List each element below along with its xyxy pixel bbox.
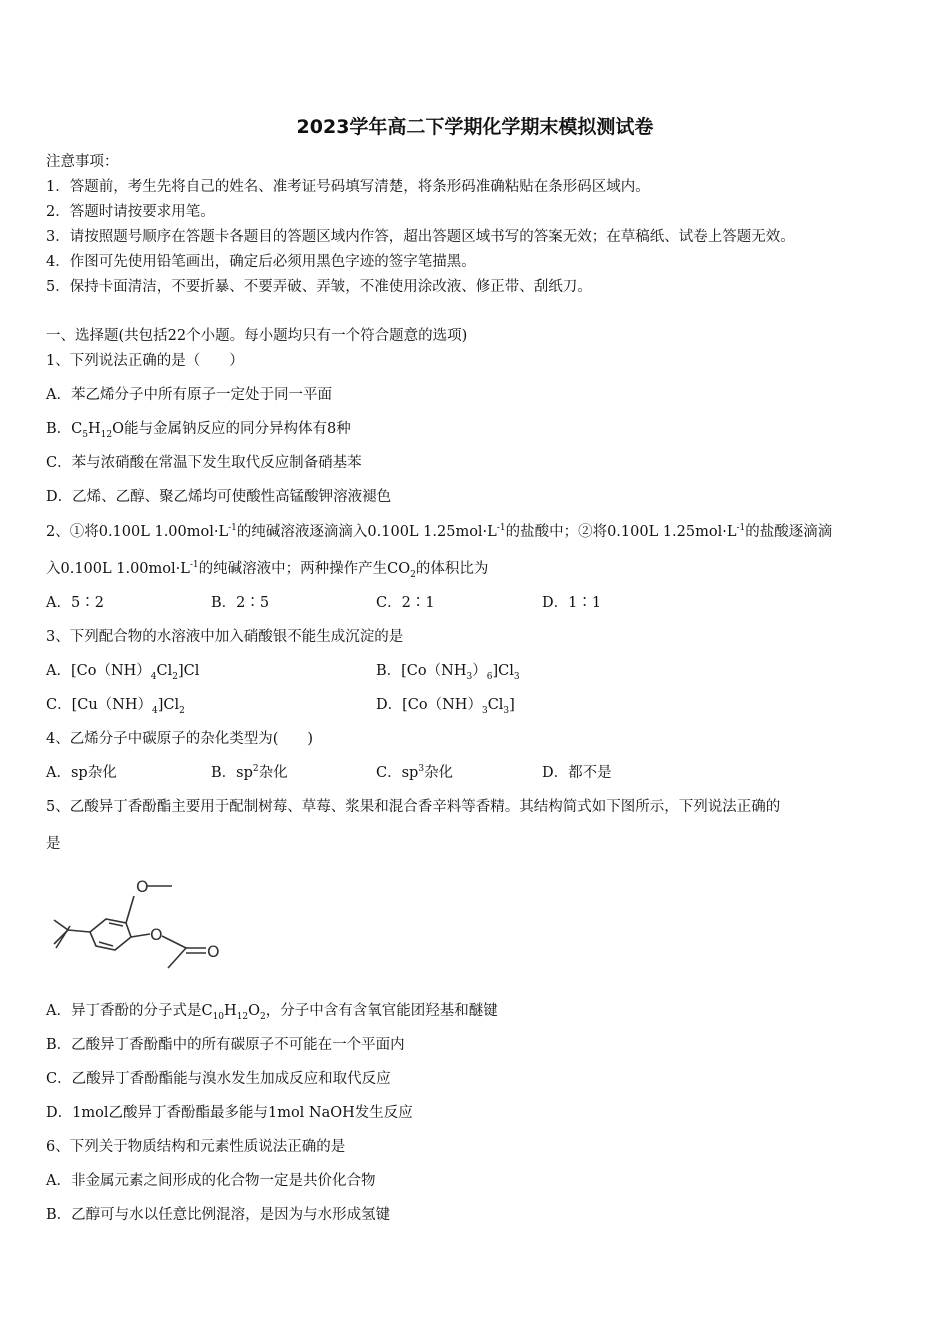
q3-a-sub: 4	[150, 671, 157, 682]
bond	[68, 930, 90, 932]
oxygen-label: O	[136, 877, 149, 896]
notice-item-4: 4．作图可先使用铅笔画出，确定后必须用黑色字迹的签字笔描黑。	[46, 254, 476, 270]
q2-sup: -1	[496, 523, 506, 534]
q1-stem: 1、下列说法正确的是（ ）	[46, 353, 244, 369]
q2-option-a: A．5∶2	[46, 595, 104, 611]
bond	[131, 934, 150, 937]
oxygen-label: O	[150, 925, 163, 944]
q2-text: 的纯碱溶液逐滴滴入0.100L 1.25mol·L	[236, 524, 497, 540]
q3-d-text: Cl	[487, 697, 504, 713]
q2-text: 的纯碱溶液中；两种操作产生CO	[198, 561, 411, 577]
bond	[162, 936, 186, 948]
q3-b-sub: 6	[486, 671, 493, 682]
q5-a-text: A．异丁香酚的分子式是C	[46, 1003, 213, 1019]
structure-formula	[46, 872, 236, 977]
q2-sup: -1	[736, 523, 746, 534]
q3-a-text: ]Cl	[178, 663, 200, 679]
q1-option-a: A．苯乙烯分子中所有原子一定处于同一平面	[46, 387, 332, 403]
q3-a-text: ）	[136, 663, 151, 679]
q1-option-c: C．苯与浓硝酸在常温下发生取代反应制备硝基苯	[46, 455, 362, 471]
q4-option-a: A．sp杂化	[46, 765, 117, 781]
q3-c-sub: 4	[152, 705, 158, 716]
bond	[99, 942, 113, 946]
q4-b-sup: 2	[252, 764, 259, 775]
notice-item-2: 2．答题时请按要求用笔。	[46, 204, 215, 220]
bond	[109, 923, 123, 926]
q4-b-text: B．sp	[211, 765, 253, 781]
q5-a-text: H	[224, 1003, 237, 1019]
q3-d-sub: 3	[503, 705, 510, 716]
q5-option-a	[46, 1001, 498, 1021]
q3-b-text: ）	[472, 663, 487, 679]
q5-a-text: O	[248, 1003, 261, 1019]
q2-option-c: C．2∶1	[376, 595, 435, 611]
q5-stem-line1: 5、乙酸异丁香酚酯主要用于配制树莓、草莓、浆果和混合香辛料等香精。其结构简式如下图所示，下列说法正确的	[46, 799, 781, 815]
q2-text: 的盐酸逐滴滴	[745, 524, 833, 540]
bond	[56, 926, 70, 948]
q2-text: 入0.100L 1.00mol·L	[46, 561, 190, 577]
q1-b-text: B．C	[46, 421, 83, 437]
q1-b-text: O能与金属钠反应的同分异构体有8种	[112, 421, 351, 437]
q4-option-b	[211, 763, 288, 783]
q3-a-text: A．[Co（NH	[46, 663, 137, 679]
q2-sup: -1	[189, 560, 199, 571]
q3-option-a	[46, 661, 199, 681]
q3-option-b	[376, 661, 520, 681]
q5-option-c: C．乙酸异丁香酚酯能与溴水发生加成反应和取代反应	[46, 1071, 391, 1087]
q2-stem-line1	[46, 522, 832, 542]
q4-stem: 4、乙烯分子中碳原子的杂化类型为( )	[46, 731, 314, 747]
q5-a-sub: 10	[212, 1011, 225, 1022]
notice-item-1: 1．答题前，考生先将自己的姓名、准考证号码填写清楚，将条形码准确粘贴在条形码区域内。	[46, 179, 650, 195]
q3-b-sub: 3	[466, 671, 473, 682]
q2-option-b: B．2∶5	[211, 595, 270, 611]
q1-b-sub: 12	[100, 429, 113, 440]
bond	[54, 920, 68, 930]
q2-sub: 2	[410, 569, 416, 580]
q2-stem-line2	[46, 559, 488, 579]
q3-b-text: B．[Co（NH	[376, 663, 467, 679]
q2-text: 2、①将0.100L 1.00mol·L	[46, 524, 229, 540]
q6-option-a: A．非金属元素之间形成的化合物一定是共价化合物	[46, 1173, 376, 1189]
q1-option-d: D．乙烯、乙醇、聚乙烯均可使酸性高锰酸钾溶液褪色	[46, 489, 392, 505]
notice-item-5: 5．保持卡面清洁，不要折暴、不要弄破、弄皱，不准使用涂改液、修正带、刮纸刀。	[46, 279, 592, 295]
q5-option-b: B．乙酸异丁香酚酯中的所有碳原子不可能在一个平面内	[46, 1037, 405, 1053]
q6-stem: 6、下列关于物质结构和元素性质说法正确的是	[46, 1139, 346, 1155]
q3-d-sub: 3	[481, 705, 488, 716]
q6-option-b: B．乙醇可与水以任意比例混溶，是因为与水形成氢键	[46, 1207, 391, 1223]
section-heading: 一、选择题(共包括22个小题。每小题均只有一个符合题意的选项)	[46, 328, 468, 344]
q2-sup: -1	[228, 523, 237, 534]
q5-a-sub: 12	[236, 1011, 249, 1022]
q3-stem: 3、下列配合物的水溶液中加入硝酸银不能生成沉淀的是	[46, 629, 404, 645]
q3-c-text: C．[Cu（NH	[46, 697, 138, 713]
q3-c-sub: 2	[179, 705, 185, 716]
q4-c-text: C．sp	[376, 765, 419, 781]
bond	[168, 948, 186, 968]
q5-option-d: D．1mol乙酸异丁香酚酯最多能与1mol NaOH发生反应	[46, 1105, 413, 1121]
bond	[126, 896, 134, 923]
q1-b-sub: 5	[82, 429, 88, 440]
q3-d-text: ）	[467, 697, 482, 713]
q3-b-sub: 3	[513, 671, 520, 682]
q4-option-c	[376, 763, 453, 783]
q5-a-text: ，分子中含有含氧官能团羟基和醚键	[265, 1003, 498, 1019]
q3-c-text: ）	[137, 697, 153, 713]
q3-a-text: Cl	[156, 663, 173, 679]
q4-option-d: D．都不是	[542, 765, 612, 781]
oxygen-label: O	[207, 942, 220, 961]
q3-option-c	[46, 695, 185, 715]
q5-a-sub: 2	[260, 1011, 266, 1022]
q3-a-sub: 2	[172, 671, 178, 682]
page-title: 2023学年高二下学期化学期末模拟测试卷	[296, 116, 654, 138]
q2-option-d: D．1∶1	[542, 595, 602, 611]
q3-d-text: ]	[509, 697, 515, 713]
q4-c-text: 杂化	[424, 765, 454, 781]
q3-c-text: ]Cl	[157, 697, 180, 713]
notice-item-3: 3．请按照题号顺序在答题卡各题目的答题区域内作答，超出答题区域书写的答案无效；在草稿纸、试卷上答题无效。	[46, 229, 795, 245]
q1-b-text: H	[87, 421, 101, 437]
q1-option-b	[46, 419, 351, 439]
notice-heading: 注意事项：	[46, 154, 119, 170]
q5-stem-line2: 是	[46, 836, 61, 852]
q4-b-text: 杂化	[258, 765, 288, 781]
q3-d-text: D．[Co（NH	[376, 697, 468, 713]
q3-option-d	[376, 695, 515, 715]
q2-text: 的盐酸中；②将0.100L 1.25mol·L	[505, 524, 737, 540]
q4-c-sup: 3	[418, 764, 425, 775]
q2-text: 的体积比为	[415, 561, 489, 577]
q3-b-text: ]Cl	[492, 663, 514, 679]
